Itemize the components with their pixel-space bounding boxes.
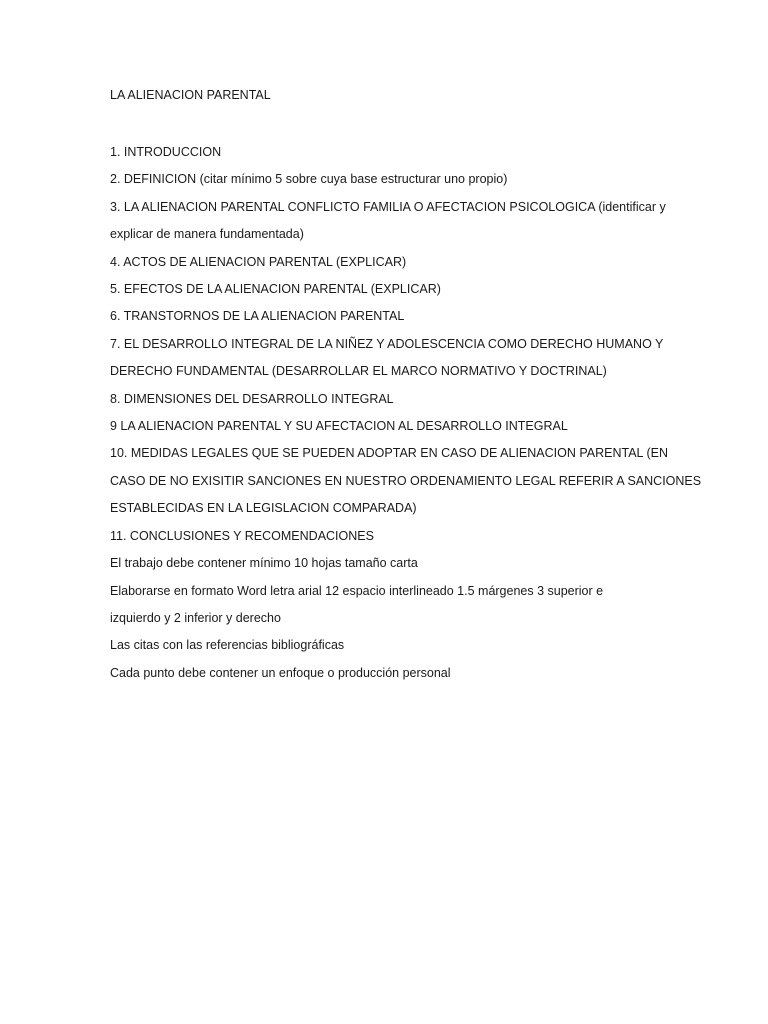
text-line-desarrollo-integral-cont: DERECHO FUNDAMENTAL (DESARROLLAR EL MARCO NORMATIVO Y DOCTRINAL) [110,364,607,379]
text-line-requisito-citas: Las citas con las referencias bibliográficas [110,638,345,653]
text-line-afectacion: 9 LA ALIENACION PARENTAL Y SU AFECTACION AL DESARROLLO INTEGRAL [110,419,568,434]
text-line-requisito-formato: Elaborarse en formato Word letra arial 12 espacio interlineado 1.5 márgenes 3 superior e [110,583,604,598]
title-spacing [110,105,710,139]
text-line-conflicto-cont: explicar de manera fundamentada) [110,227,304,242]
document-title: LA ALIENACION PARENTAL [110,88,271,102]
text-line-dimensiones: 8. DIMENSIONES DEL DESARROLLO INTEGRAL [110,391,394,406]
text-line-medidas-legales-cont2: ESTABLECIDAS EN LA LEGISLACION COMPARADA) [110,501,417,516]
text-line-actos: 4. ACTOS DE ALIENACION PARENTAL (EXPLICAR) [110,254,407,269]
text-line-requisito-formato-cont: izquierdo y 2 inferior y derecho [110,610,281,625]
text-line-requisito-hojas: El trabajo debe contener mínimo 10 hojas tamaño carta [110,556,418,571]
text-line-medidas-legales-cont: CASO DE NO EXISITIR SANCIONES EN NUESTRO ORDENAMIENTO LEGAL REFERIR A SANCIONES [110,473,702,488]
text-line-desarrollo-integral: 7. EL DESARROLLO INTEGRAL DE LA NIÑEZ Y ADOLESCENCIA COMO DERECHO HUMANO Y [110,336,664,351]
text-line-conflicto: 3. LA ALIENACION PARENTAL CONFLICTO FAMILIA O AFECTACION PSICOLOGICA (identificar y [110,199,666,214]
text-line-medidas-legales: 10. MEDIDAS LEGALES QUE SE PUEDEN ADOPTAR EN CASO DE ALIENACION PARENTAL (EN [110,446,669,461]
text-line-transtornos: 6. TRANSTORNOS DE LA ALIENACION PARENTAL [110,309,405,324]
document-body [110,85,710,687]
text-line-introduccion: 1. INTRODUCCION [110,145,222,159]
text-line-efectos: 5. EFECTOS DE LA ALIENACION PARENTAL (EXPLICAR) [110,282,441,297]
text-line-conclusiones: 11. CONCLUSIONES Y RECOMENDACIONES [110,528,374,543]
text-line-definicion: 2. DEFINICION (citar mínimo 5 sobre cuya base estructurar uno propio) [110,172,508,187]
text-line-requisito-enfoque: Cada punto debe contener un enfoque o producción personal [110,665,451,680]
